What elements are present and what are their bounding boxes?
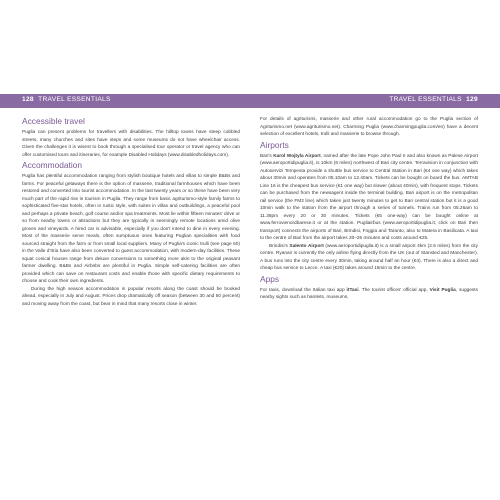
brindisi-airport-text: (www.aeroportidipuglia.it) is a small airport 4km (2.5 miles) from the city centre. Ryanair is currently the only airline flying directly from the UK (out of Stansted and Manchester). A bus runs into the city centre every 30min, taking around half an hour (€4). There is also a direct and cheap bus service to Lecce. A taxi (€20) takes around 15min to the centre. (260, 243, 478, 271)
brindisi-airport-lead: Brindisi's (269, 243, 290, 249)
bari-airport-lead: Bari's (260, 153, 274, 159)
paragraph-apps (260, 287, 478, 302)
left-page-number: 128 (22, 96, 34, 103)
bari-airport-text: , named after the late Pope John Paul II and also known as Palese Airport (www.aeroportidipuglia.it), is 10km (6 miles) northwest of Bari city centre. Terravision in conjunction with Autoservizi Tempesta provide a shuttle bus service to Central Station in Bari (€4 one way) which takes about 30min and operates from 05.10am to 12.40am. Tickets can be bought on board the bus. AMTAB Line 16 is the cheapest bus service (€1 one way) but slower (about 40min), with frequent stops. Tickets can be purchased from the newsagent inside the terminal building. Bari airport is on the metropolitan rail service (the FM2 line) which takes just twenty minutes to get to Bari central station but it is a good 10min walk to the station from the airport through a series of tunnels. Trains run from 05.26am to 11.38pm every 20 or 30 minutes. Tickets (€5 one-way) can be bought online at www.ferrovienordbarese.it or at the station. Pugliairbus (www.aeroportidipuglia.it; click on Bari then transport) connects the airports of Bari, Brindisi, Foggia and Taranto, also to Matera in Basilicata. A taxi to the centre of Bari from the airport takes 20–25 minutes and costs around €25. (260, 153, 478, 241)
left-running-title: TRAVEL ESSENTIALS (38, 96, 111, 103)
paragraph-bari-airport (260, 153, 478, 243)
paragraph-brindisi-airport (260, 243, 478, 273)
right-column (260, 116, 478, 302)
apps-middle: . The tourist offices' official app, (358, 287, 430, 293)
paragraph-rural-accommodation: For details of agriturismi, masserie and other rural accommodation go to the Puglia section of Agriturismo.net (www.agriturismo.net). Charming Puglia (www.charmingpuglia.com/en) have a decent selection of excellent hotels, trulli and masserie to browse through. (260, 117, 478, 137)
paragraph-accessible-travel: Puglia can present problems for travellers with disabilities. The hilltop towns have steep cobbled streets, many churches and sites have steps and some museums do not have wheelchair access. Given the challenges it is wisest to book through a specialised tour operator or travel agency who can offer customised tours and itineraries, for example Disabled Holidays (www.disabledholidays.com). (22, 130, 240, 158)
heading-airports: Airports (260, 139, 289, 150)
bari-airport-name: Karol Wojtyla Airport (273, 153, 321, 159)
paragraph-accommodation-2: During the high season accommodation in popular resorts along the coast should be booked ahead, especially in July and August. Prices drop dramatically off season (between 30 and 50 percent) and moving away from the coast, but bear in mind that many resorts close in winter. (22, 286, 240, 307)
visit-puglia-app-name: Visit Puglia (429, 287, 456, 293)
right-running-title: TRAVEL ESSENTIALS (389, 96, 462, 103)
paragraph-accommodation-1: Puglia has plentiful accommodation ranging from stylish boutique hotels and villas to simple B&Bs and farms. For peaceful getaways there is the option of masserie, traditional farmhouses which have been restored and converted into tourist accommodation. In the last twenty years or so these have been very much part of the rapid rise in tourism in Puglia. They range from basic agriturismo-style family farms to sophisticated five-star hotels, often in rustic style, with suites in villas and outbuildings, a peaceful pool and perhaps a private beach, golf course and/or spa treatments. Most lie within fifteen minutes' drive or so from nearby towns or attractions but they are typically in seemingly remote locations amid olive groves and vineyards. A hired car is advisable, especially if you don't intend to dine in every evening. Most of the masserie serve meals, often sumptuous ones featuring Puglian specialities with food sourced straight from the farm or from small local suppliers. Many of Puglia's iconic trulli (see page 60) in the Valle d'Itria have also been converted to guest accommodation, with modern-day facilities. These squat conical houses range from deluxe conversions to something more akin to the original peasant farmer dwelling. B&Bs and Airbnbs are plentiful in Puglia. Simple self-catering facilities are often provided which can save on restaurant costs and enable those with specific dietary requirements to choose and cook their own ingredients. (22, 174, 240, 284)
brindisi-airport-name: Salento Airport (289, 243, 324, 249)
left-page-header (22, 96, 111, 103)
heading-apps: Apps (260, 273, 280, 284)
left-column (22, 116, 240, 308)
right-page-header (389, 96, 478, 103)
ittaxi-app-name: itTaxi (346, 287, 359, 293)
heading-accommodation: Accommodation (22, 160, 83, 170)
apps-text: , suggests nearby sights such as hamlets, museums, (260, 287, 478, 300)
right-page-number: 129 (466, 96, 478, 103)
apps-lead: For taxis, download the Italian taxi app (260, 287, 347, 293)
heading-accessible-travel: Accessible travel (22, 116, 85, 126)
